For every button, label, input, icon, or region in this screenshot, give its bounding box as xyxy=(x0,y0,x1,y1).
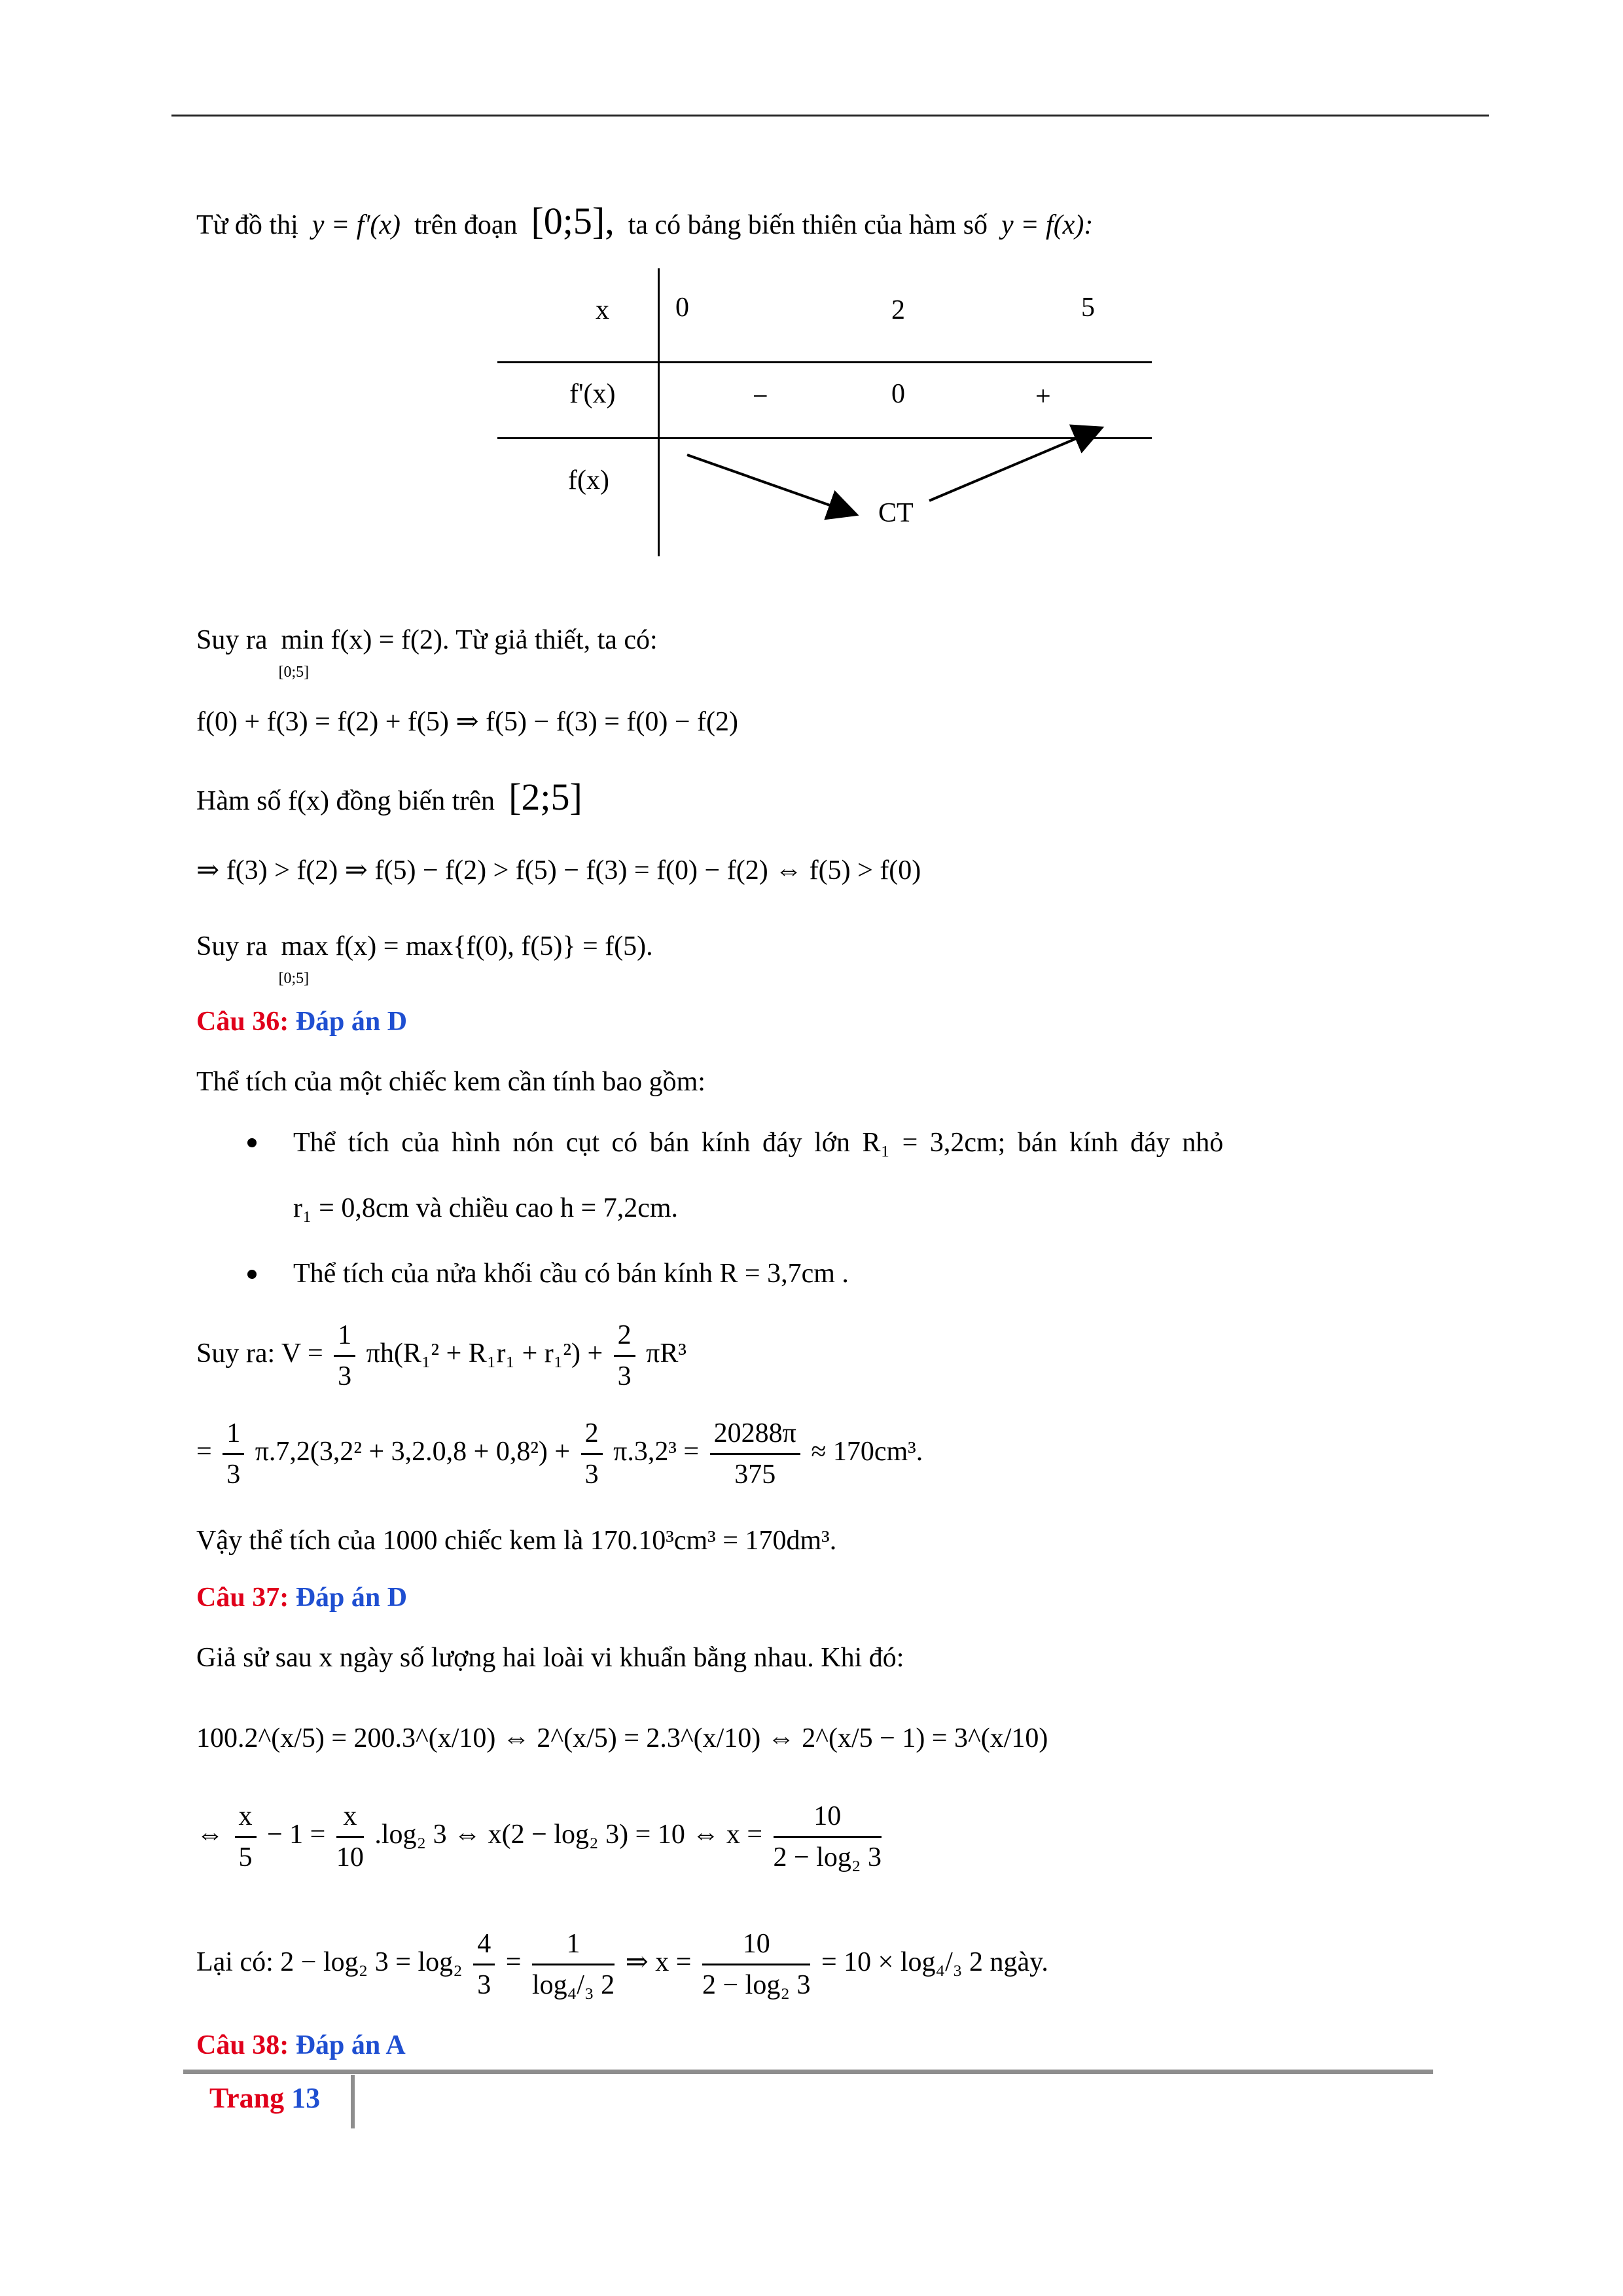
eq2-minus-one: − 1 = xyxy=(267,1820,326,1850)
fraction-10-over-log xyxy=(702,1924,811,2005)
max-line xyxy=(196,928,653,987)
frac-num: 2 xyxy=(581,1414,603,1455)
page-value: 13 xyxy=(291,2082,321,2114)
fraction-result xyxy=(710,1414,800,1494)
row-x-label: x xyxy=(596,295,609,325)
q37-equation-2 xyxy=(196,1797,885,1877)
volume-prefix: Suy ra: V = xyxy=(196,1338,323,1369)
q37-label: Câu 37: xyxy=(196,1583,289,1613)
fraction-x-over-5 xyxy=(235,1797,257,1877)
eq2-log-part: .log₂ 3 ⇔ x(2 − log₂ 3) = 10 ⇔ x = xyxy=(374,1820,763,1850)
bullet-icon xyxy=(247,1270,257,1279)
volume-formula xyxy=(196,1316,687,1396)
deriv-sign-minus: − xyxy=(753,382,768,412)
frac-den: 5 xyxy=(238,1842,253,1873)
q36-answer: Đáp án D xyxy=(295,1007,408,1037)
page-number xyxy=(209,2081,320,2115)
intro-text-c: ta có bảng biến thiên của hàm số xyxy=(628,210,988,240)
extremum-label: CT xyxy=(878,498,914,528)
q36-bullet2: Thể tích của nửa khối cầu có bán kính R = 3,7cm . xyxy=(293,1259,849,1289)
frac-num: x xyxy=(235,1797,257,1838)
fraction-1-over-log xyxy=(532,1924,615,2005)
deriv-zero: 0 xyxy=(891,379,905,409)
q37-equation-1: 100.2^(x/5) = 200.3^(x/10) ⇔ 2^(x/5) = 2.3^(x/10) ⇔ 2^(x/5 − 1) = 3^(x/10) xyxy=(196,1723,1048,1753)
fraction-10-over-log xyxy=(774,1797,882,1877)
intro-formula-b: y = f(x): xyxy=(1001,210,1094,240)
frac-num: 2 xyxy=(614,1316,635,1357)
q36-bullet1-line1: Thể tích của hình nón cụt có bán kính đáy lớn R₁ = 3,2cm; bán kính đáy nhỏ xyxy=(293,1128,1224,1158)
implication-line: ⇒ f(3) > f(2) ⇒ f(5) − f(2) > f(5) − f(3) = f(0) − f(2) ⇔ f(5) > f(0) xyxy=(196,855,921,886)
min-operator xyxy=(278,625,324,681)
calc-hemisphere: π.3,2³ = xyxy=(613,1437,700,1467)
eq3-prefix: Lại có: 2 − log₂ 3 = log₂ xyxy=(196,1947,463,1978)
frac-num: x xyxy=(336,1797,364,1838)
x-value-5: 5 xyxy=(1081,293,1095,323)
frac-den: 2 − log₂ 3 xyxy=(702,1970,811,2000)
min-domain: [0;5] xyxy=(278,664,310,681)
q38-label: Câu 38: xyxy=(196,2030,289,2060)
row-deriv-label: f'(x) xyxy=(569,379,616,409)
q37-equation-3 xyxy=(196,1924,1048,2005)
max-operator xyxy=(278,931,329,987)
q38-heading xyxy=(196,2027,406,2064)
variation-table xyxy=(497,268,1152,556)
frac-den: 2 − log₂ 3 xyxy=(773,1842,882,1873)
frac-den: 10 xyxy=(336,1842,364,1873)
eq3-equals: = xyxy=(505,1947,522,1978)
equiv-symbol: ⇔ xyxy=(196,1820,224,1850)
fraction-two-thirds xyxy=(614,1316,635,1396)
frac-num: 1 xyxy=(334,1316,355,1357)
volume-hemisphere-term: πR³ xyxy=(646,1338,687,1369)
q37-heading xyxy=(196,1579,407,1616)
frac-num: 10 xyxy=(774,1797,882,1838)
intro-text-b: trên đoạn xyxy=(414,210,518,240)
max-text: Suy ra xyxy=(196,931,268,961)
fraction-one-third xyxy=(334,1316,355,1396)
min-result: f(x) = f(2). Từ giả thiết, ta có: xyxy=(330,625,658,655)
frac-den: 3 xyxy=(338,1361,352,1391)
eq3-result: = 10 × log₄/₃ 2 ngày. xyxy=(821,1947,1048,1978)
intro-formula-a: y = f'(x) xyxy=(312,210,401,240)
q36-bullet1-line2: r₁ = 0,8cm và chiều cao h = 7,2cm. xyxy=(293,1193,678,1223)
increasing-interval: [2;5] xyxy=(508,776,582,818)
frac-den: 375 xyxy=(734,1460,776,1490)
frac-num: 1 xyxy=(532,1924,615,1965)
deriv-sign-plus: + xyxy=(1035,382,1051,412)
frac-den: 3 xyxy=(226,1460,241,1490)
x-value-2: 2 xyxy=(891,295,905,325)
row-f-label: f(x) xyxy=(568,465,609,495)
q36-label: Câu 36: xyxy=(196,1007,289,1037)
q36-conclusion: Vậy thể tích của 1000 chiếc kem là 170.10³cm³ = 170dm³. xyxy=(196,1526,837,1556)
intro-line xyxy=(196,200,1094,243)
frac-num: 10 xyxy=(702,1924,811,1965)
frac-num: 1 xyxy=(223,1414,244,1455)
eq3-implies: ⇒ x = xyxy=(625,1947,692,1978)
footer-rule xyxy=(183,2070,1433,2074)
x-value-0: 0 xyxy=(675,293,689,323)
q36-heading xyxy=(196,1003,407,1040)
q37-intro: Giả sử sau x ngày số lượng hai loài vi khuẩn bằng nhau. Khi đó: xyxy=(196,1643,904,1673)
fraction-4-over-3 xyxy=(473,1924,495,2005)
q37-answer: Đáp án D xyxy=(295,1583,408,1613)
frac-den: 3 xyxy=(617,1361,632,1391)
hypothesis-line: f(0) + f(3) = f(2) + f(5) ⇒ f(5) − f(3) = f(0) − f(2) xyxy=(196,707,738,737)
volume-frustum-term: πh(R₁² + R₁r₁ + r₁²) + xyxy=(366,1338,603,1369)
calc-approx: ≈ 170cm³. xyxy=(811,1437,923,1467)
frac-den: log₄/₃ 2 xyxy=(531,1970,615,2000)
frac-num: 20288π xyxy=(710,1414,800,1455)
decreasing-arrow xyxy=(687,455,854,514)
calc-frustum: π.7,2(3,2² + 3,2.0,8 + 0,8²) + xyxy=(255,1437,571,1467)
frac-den: 3 xyxy=(584,1460,599,1490)
max-domain: [0;5] xyxy=(278,970,310,987)
header-rule xyxy=(171,115,1489,117)
max-result: f(x) = max{f(0), f(5)} = f(5). xyxy=(335,931,653,961)
fraction-x-over-10 xyxy=(336,1797,364,1877)
bullet-icon xyxy=(247,1138,257,1147)
min-op-text: min xyxy=(281,625,324,655)
calc-equals: = xyxy=(196,1437,212,1467)
fraction-one-third xyxy=(223,1414,244,1494)
intro-interval: [0;5], xyxy=(531,200,615,242)
min-text: Suy ra xyxy=(196,625,268,655)
footer-divider xyxy=(351,2075,355,2128)
frac-den: 3 xyxy=(477,1970,491,2000)
increasing-arrow xyxy=(929,429,1099,501)
intro-text-a: Từ đồ thị xyxy=(196,210,298,240)
variation-arrows xyxy=(497,268,1152,556)
frac-num: 4 xyxy=(473,1924,495,1965)
increasing-text: Hàm số f(x) đồng biến trên xyxy=(196,786,495,816)
volume-calculation xyxy=(196,1414,923,1494)
q38-answer: Đáp án A xyxy=(295,2030,406,2060)
max-op-text: max xyxy=(281,931,329,961)
min-line xyxy=(196,622,658,681)
page-label: Trang xyxy=(209,2082,285,2114)
fraction-two-thirds xyxy=(581,1414,603,1494)
increasing-line xyxy=(196,776,582,819)
q36-intro: Thể tích của một chiếc kem cần tính bao gồm: xyxy=(196,1067,705,1097)
